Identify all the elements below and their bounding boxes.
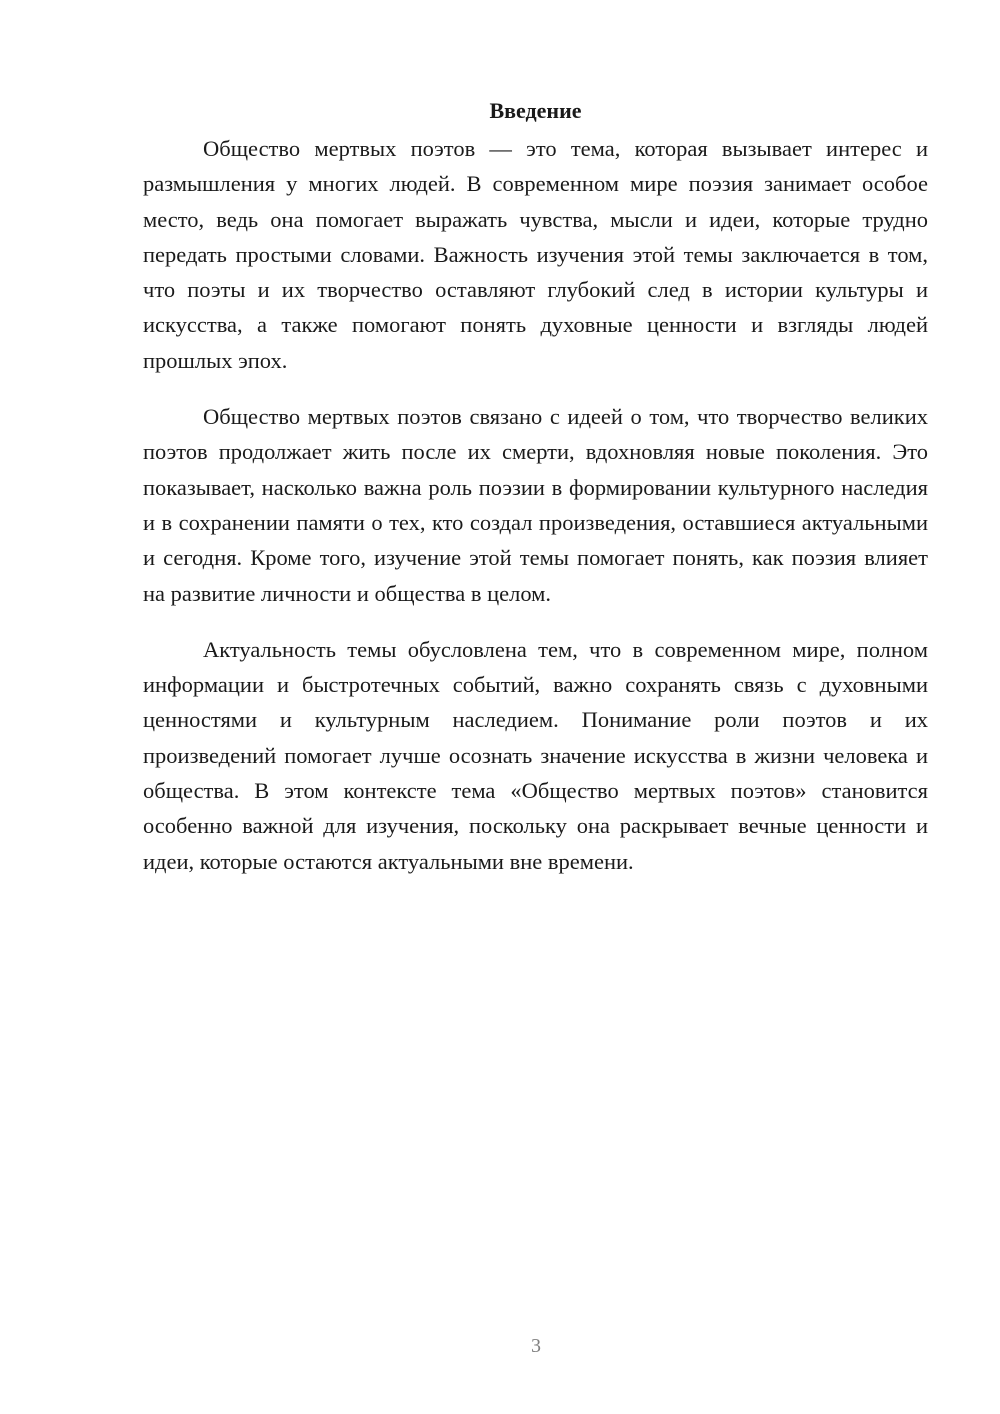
- page-number: 3: [531, 1335, 541, 1357]
- page-content: [143, 96, 928, 900]
- paragraph-3: Актуальность темы обусловлена тем, что в современном мире, полном информации и быстротечных событий, важно сохранять связь с духовными ценностями и культурным наследием. Понимание роли поэтов и их произведений помогает лучше осознать значение искусства в жизни человека и общества. В этом контексте тема «Общество мертвых поэтов» становится особенно важной для изучения, поскольку она раскрывает вечные ценности и идеи, которые остаются актуальными вне времени.: [143, 636, 928, 874]
- section-title: Введение: [489, 98, 582, 123]
- paragraph-1: Общество мертвых поэтов — это тема, которая вызывает интерес и размышления у многих людей. В современном мире поэзия занимает особое место, ведь она помогает выражать чувства, мысли и идеи, которые трудно передать простыми словами. Важность изучения этой темы заключается в том, что поэты и их творчество оставляют глубокий след в истории культуры и искусства, а также помогают понять духовные ценности и взгляды людей прошлых эпох.: [143, 136, 928, 373]
- paragraph-2: Общество мертвых поэтов связано с идеей о том, что творчество великих поэтов продолжает жить после их смерти, вдохновляя новые поколения. Это показывает, насколько важна роль поэзии в формировании культурного наследия и в сохранении памяти о тех, кто создал произведения, оставшиеся актуальными и сегодня. Кроме того, изучение этой темы помогает понять, как поэзия влияет на развитие личности и общества в целом.: [143, 404, 928, 606]
